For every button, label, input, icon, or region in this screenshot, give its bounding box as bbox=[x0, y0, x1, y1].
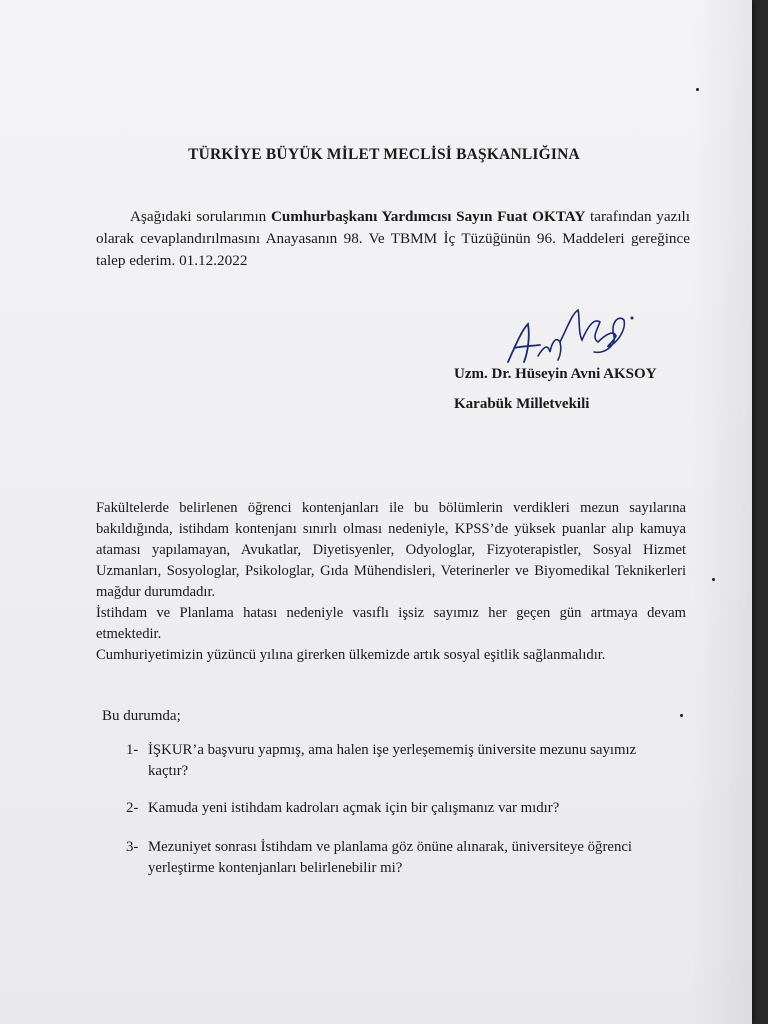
questions-list bbox=[126, 740, 646, 895]
question-item bbox=[126, 798, 646, 819]
question-item bbox=[126, 740, 646, 782]
paper-speck bbox=[680, 714, 683, 717]
questions-lead: Bu durumda; bbox=[102, 708, 181, 724]
question-item bbox=[126, 837, 646, 879]
paper-speck bbox=[696, 88, 699, 91]
question-text: Kamuda yeni istihdam kadroları açmak için bir çalışmanız var mıdır? bbox=[148, 800, 560, 816]
intro-text-end: tarafından yazılı olarak cevaplandırılmasını Anayasanın 98. Ve TBMM İç Tüzüğünün 96. Maddeleri gereğince talep ederim. 01.12.2022 bbox=[96, 208, 690, 269]
body-paragraph: Cumhuriyetimizin yüzüncü yılına girerken ülkemizde artık sosyal eşitlik sağlanmalıdır. bbox=[96, 647, 606, 663]
question-number: 2- bbox=[126, 800, 139, 816]
question-number: 3- bbox=[126, 839, 139, 855]
paper-speck bbox=[712, 578, 715, 581]
body-paragraph: İstihdam ve Planlama hatası nedeniyle vasıflı işsiz sayımız her geçen gün artmaya devam etmektedir. bbox=[96, 605, 686, 642]
handwritten-signature bbox=[498, 296, 658, 376]
document-title: TÜRKİYE BÜYÜK MİLET MECLİSİ BAŞKANLIĞINA bbox=[188, 146, 580, 163]
intro-text-start: Aşağıdaki sorularımın bbox=[130, 208, 271, 225]
signer-name: Uzm. Dr. Hüseyin Avni AKSOY bbox=[454, 366, 657, 382]
intro-paragraph bbox=[96, 206, 690, 272]
intro-addressee: Cumhurbaşkanı Yardımcısı Sayın Fuat OKTAY bbox=[270, 208, 586, 225]
body-paragraphs bbox=[96, 498, 686, 666]
question-text: Mezuniyet sonrası İstihdam ve planlama göz önüne alınarak, üniversiteye öğrenci yerleştirme kontenjanları belirlenebilir mi? bbox=[148, 839, 633, 876]
body-paragraph: Fakültelerde belirlenen öğrenci kontenjanları ile bu bölümlerin verdikleri mezun sayılarına bakıldığında, istihdam kontenjanı sınırlı olması nedeniyle, KPSS’de yüksek puanlar alıp kamuya ataması yapılamayan, Avukatlar, Diyetisyenler, Odyologlar, Fizyoterapistler, Sosyal Hizmet Uzmanları, Sosyologlar, Psikologlar, Gıda Mühendisleri, Veterinerler ve Biyomedikal Teknikerleri mağdur durumdadır. bbox=[96, 500, 686, 600]
signer-role: Karabük Milletvekili bbox=[454, 396, 590, 412]
question-number: 1- bbox=[126, 742, 139, 758]
question-text: İŞKUR’a başvuru yapmış, ama halen işe yerleşememiş üniversite mezunu sayımız kaçtır? bbox=[148, 742, 637, 779]
